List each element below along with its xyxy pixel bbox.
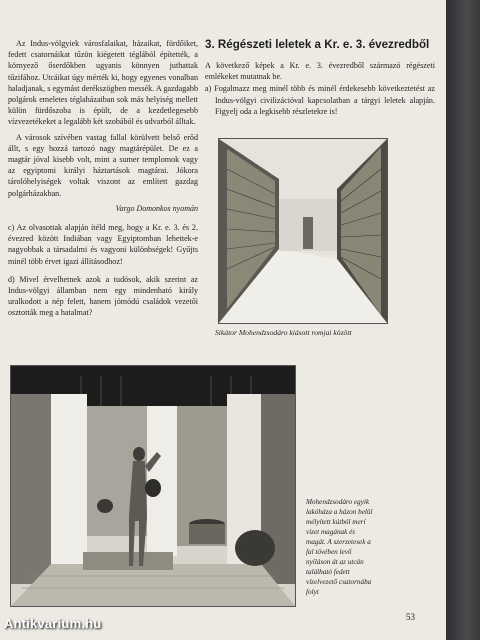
task-a: a) Fogalmazz meg minél több és minél érdekesebb következtetést az Indus-völgyi civilizációval kapcsolatban a tárgyi leletek alapján. Figyelj oda a legkisebb részletekre is! <box>205 84 435 116</box>
section-heading: 3. Régészeti leletek a Kr. e. 3. évezredből <box>205 38 430 51</box>
question-c: c) Az olvasottak alapján ítéld meg, hogy a Kr. e. 3. és 2. évezred között Indiában vagy Egyiptomban lehettek-e nagyobbak a társadalmi és vagyoni különbségek! Gyűjts minél több érvet igazi állításodhoz! <box>8 223 198 266</box>
alley-photo <box>218 138 388 324</box>
question-d: d) Mivel érvelhetnek azok a tudósok, akik szerint az Indus-völgyi államban nem egy mindenható király uralkodott a nép felett, hanem jómódú családok vezetői osztották meg a hatalmat? <box>8 274 198 318</box>
alley-illustration <box>219 139 387 323</box>
section-intro: A következő képek a Kr. e. 3. évezredből származó régészeti emlékeket mutatnak be. <box>205 61 435 82</box>
paragraph-2: A városok szívében vastag fallal körülvett belső erőd állt, s egy hozzá tartozó nagy magtárépület. De ez a magtár jóval kisebb volt, mint a sumer templomok vagy az egyiptomi királyi háztartások magtárai. Jókora tárolóhelyiségek voltak viszont az említett gazdag polgárházakban. <box>8 132 198 198</box>
paragraph-1: Az Indus-völgyiek városfalaikat, házaikat, fürdőiket, fedett csatornáikat tűzön kiégetett téglából építették, a környező őserdőkben ugyanis könnyen juthattak tűzifához. Utcáikat úgy mérték ki, hogy egyenes vonalban haladjanak, s egymást derékszögben messék. A gazdagabb polgárok emeletes téglaházaiban sok más helyiség mellett külön fürdőszoba is épült, de a kezdetlegesebb vízvezetékeket a legalább két szobából és udvarból álltak. <box>8 39 198 127</box>
page-number: 53 <box>406 612 415 622</box>
book-gutter <box>446 0 480 640</box>
alley-caption: Sikátor Mohendzsodáro kiásott romjai között <box>215 328 352 337</box>
right-column <box>205 38 435 117</box>
source-credit: Vargo Domonkos nyomán <box>115 203 198 213</box>
house-photo <box>10 365 296 607</box>
left-column <box>8 38 198 319</box>
watermark-logo: Antikvarium.hu <box>4 616 102 631</box>
house-illustration <box>11 366 295 606</box>
house-caption: Mohendzsodáro egyik lakóháza a házon belül mélyített kútból merí vizet magának és magát. A szerzetesek a fal tövében levő nyíláson át az utcán található fedett vízelvezető csatornába folyt <box>306 498 373 596</box>
